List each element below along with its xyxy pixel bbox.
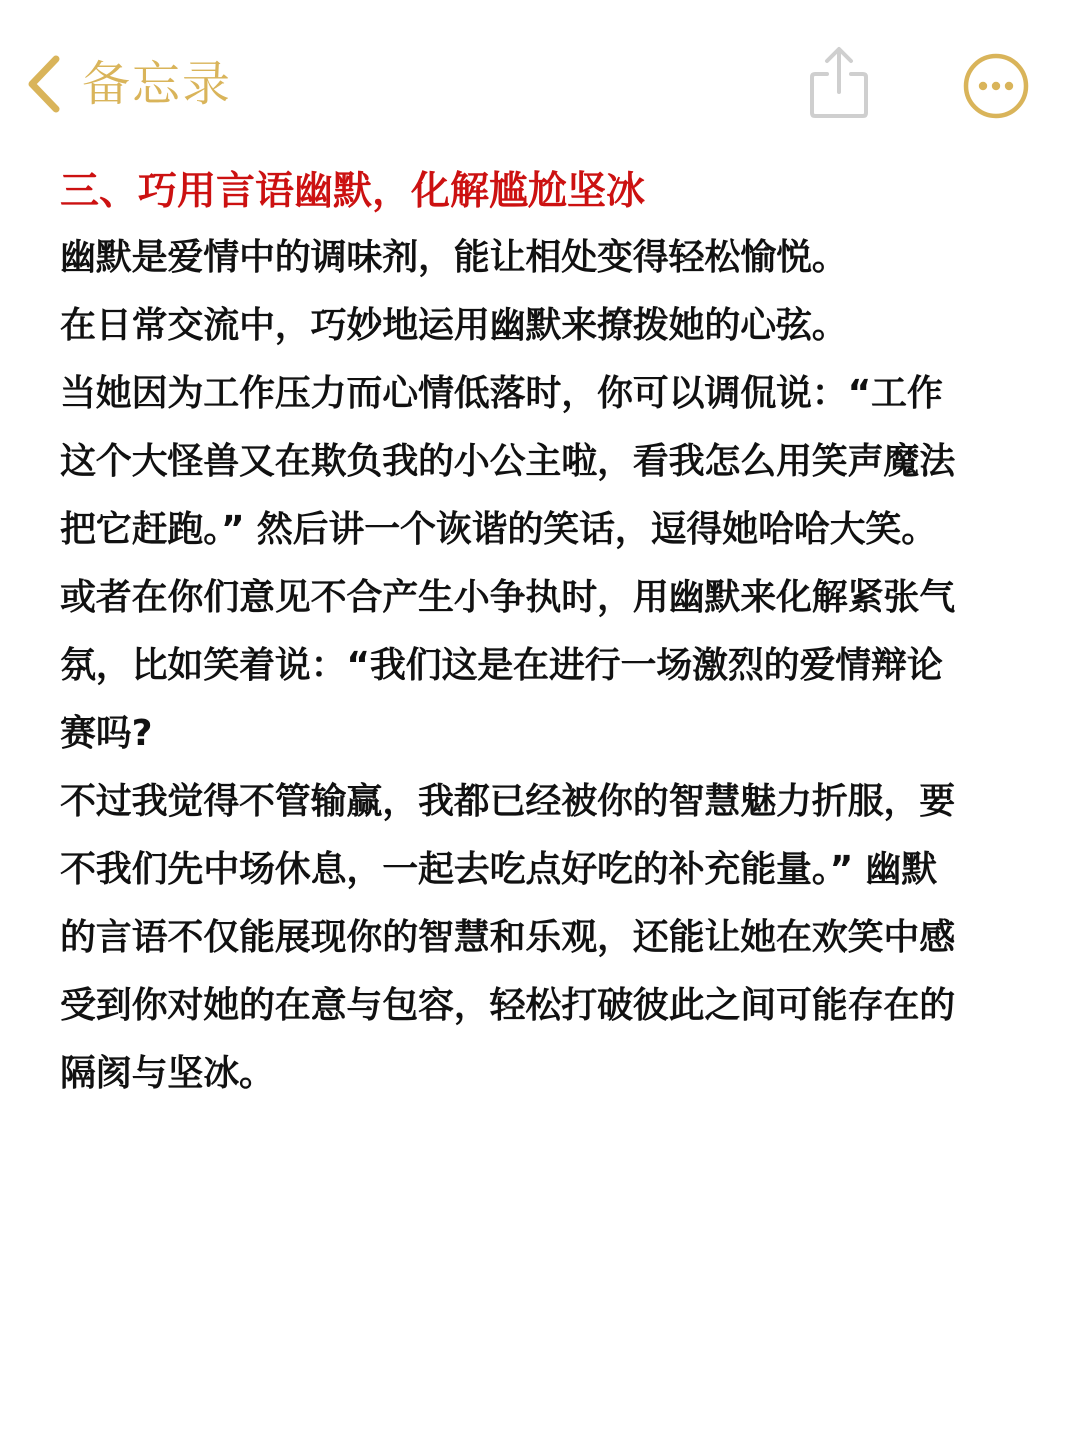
back-button[interactable] [22, 48, 232, 120]
note-line: 当她因为工作压力而心情低落时，你可以调侃说：“工作 [60, 373, 943, 414]
note-title: 三、巧用言语幽默，化解尴尬坚冰 [60, 169, 646, 214]
note-line: 不我们先中场休息，一起去吃点好吃的补充能量。” 幽默 [60, 849, 937, 890]
note-line: 赛吗? [60, 713, 153, 754]
share-icon[interactable] [808, 44, 870, 120]
more-circle-icon[interactable] [962, 52, 1030, 120]
note-line: 不过我觉得不管输赢，我都已经被你的智慧魅力折服，要 [60, 781, 956, 822]
note-line: 氛，比如笑着说：“我们这是在进行一场激烈的爱情辩论 [60, 645, 943, 686]
back-label: 备忘录 [82, 56, 233, 112]
note-content[interactable] [60, 160, 1035, 1108]
note-line: 隔阂与坚冰。 [60, 1053, 275, 1094]
note-line: 把它赶跑。” 然后讲一个诙谐的笑话，逗得她哈哈大笑。 [60, 509, 937, 550]
navigation-bar [0, 0, 1080, 165]
chevron-left-icon [22, 51, 66, 117]
note-line: 或者在你们意见不合产生小争执时，用幽默来化解紧张气 [60, 577, 956, 618]
note-line: 在日常交流中，巧妙地运用幽默来撩拨她的心弦。 [60, 305, 848, 346]
note-line: 受到你对她的在意与包容，轻松打破彼此之间可能存在的 [60, 985, 956, 1026]
note-line: 这个大怪兽又在欺负我的小公主啦，看我怎么用笑声魔法 [60, 441, 956, 482]
note-line: 幽默是爱情中的调味剂，能让相处变得轻松愉悦。 [60, 237, 848, 278]
note-line: 的言语不仅能展现你的智慧和乐观，还能让她在欢笑中感 [60, 917, 956, 958]
note-body [60, 224, 1035, 1108]
